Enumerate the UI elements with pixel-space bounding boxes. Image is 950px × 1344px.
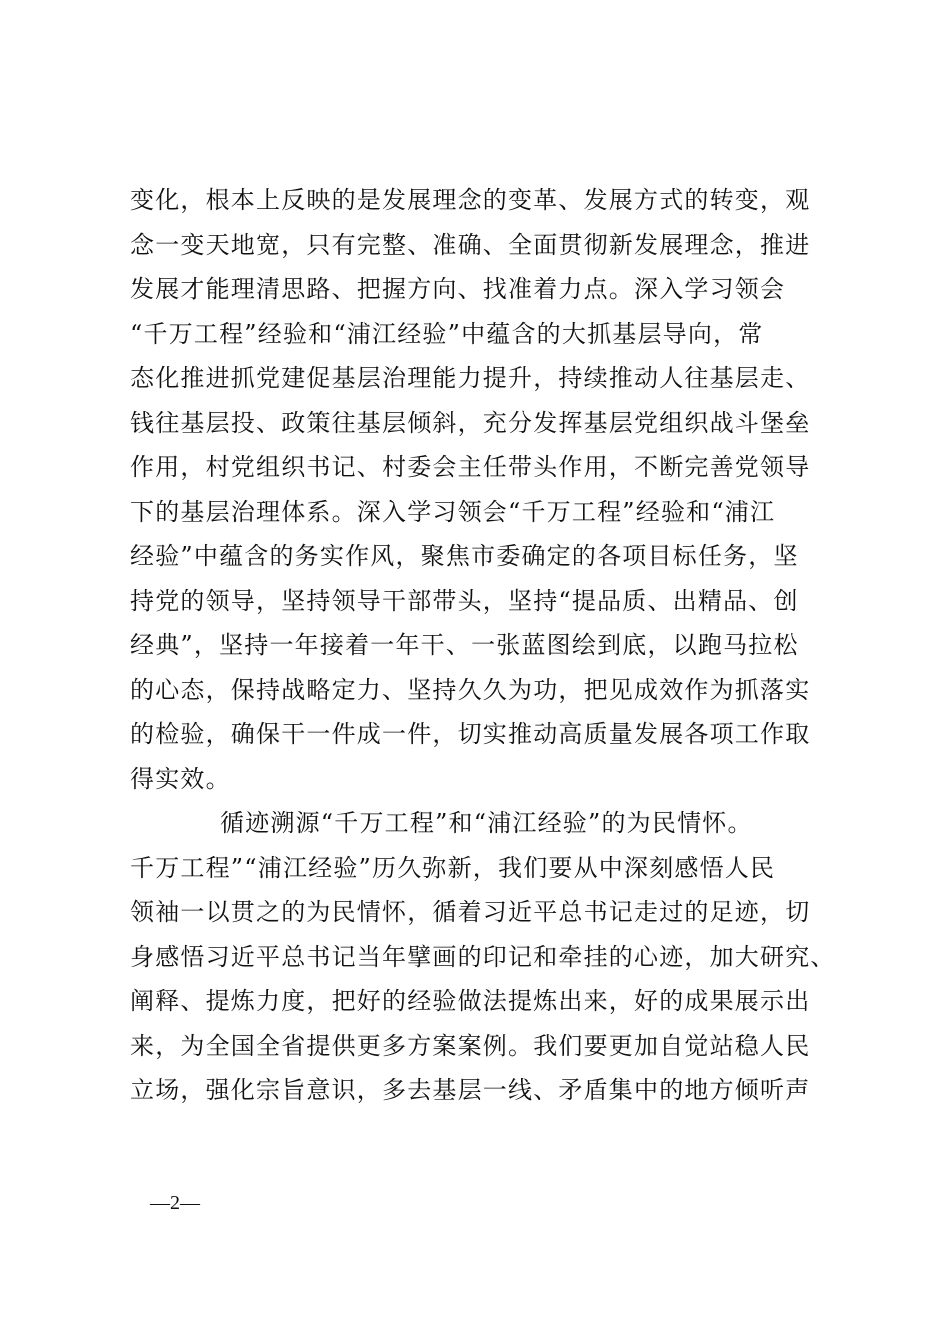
text-line: 钱往基层投、政策往基层倾斜，充分发挥基层党组织战斗堡垒	[130, 408, 811, 437]
paragraph-heading-line: 循迹溯源“千万工程”和“浦江经验”的为民情怀。	[220, 809, 753, 837]
text-line: 发展才能理清思路、把握方向、找准着力点。深入学习领会	[130, 275, 786, 303]
text-line: 作用，村党组织书记、村委会主任带头作用，不断完善党领导	[130, 453, 811, 481]
page-number: —2—	[150, 1192, 200, 1214]
text-line: 立场，强化宗旨意识，多去基层一线、矛盾集中的地方倾听声	[130, 1076, 811, 1104]
text-line: 得实效。	[130, 764, 231, 793]
text-line: 千万工程”“浦江经验”历久弥新，我们要从中深刻感悟人民	[130, 853, 776, 882]
text-line: 的心态，保持战略定力、坚持久久为功，把见成效作为抓落实	[130, 675, 811, 704]
text-line: 身感悟习近平总书记当年擘画的印记和牵挂的心迹，加大研究、	[130, 942, 836, 971]
text-line: 经典”，坚持一年接着一年干、一张蓝图绘到底，以跑马拉松	[130, 631, 799, 659]
text-line: 来，为全国全省提供更多方案案例。我们要更加自觉站稳人民	[130, 1031, 811, 1060]
text-line: 下的基层治理体系。深入学习领会“千万工程”经验和“浦江	[130, 497, 776, 526]
text-line: 经验”中蕴含的务实作风，聚焦市委确定的各项目标任务，坚	[130, 542, 799, 570]
text-line: 态化推进抓党建促基层治理能力提升，持续推动人往基层走、	[130, 364, 811, 392]
text-line: 领袖一以贯之的为民情怀，循着习近平总书记走过的足迹，切	[130, 898, 811, 926]
text-line: 阐释、提炼力度，把好的经验做法提炼出来，好的成果展示出	[130, 987, 811, 1015]
text-line: 的检验，确保干一件成一件，切实推动高质量发展各项工作取	[130, 720, 811, 748]
body-text	[130, 178, 850, 1113]
text-line: 持党的领导，坚持领导干部带头，坚持“提品质、出精品、创	[130, 586, 799, 615]
text-line: “千万工程”经验和“浦江经验”中蕴含的大抓基层导向，常	[130, 319, 764, 348]
text-line: 变化，根本上反映的是发展理念的变革、发展方式的转变，观	[130, 186, 811, 214]
text-line: 念一变天地宽，只有完整、准确、全面贯彻新发展理念，推进	[130, 230, 811, 259]
